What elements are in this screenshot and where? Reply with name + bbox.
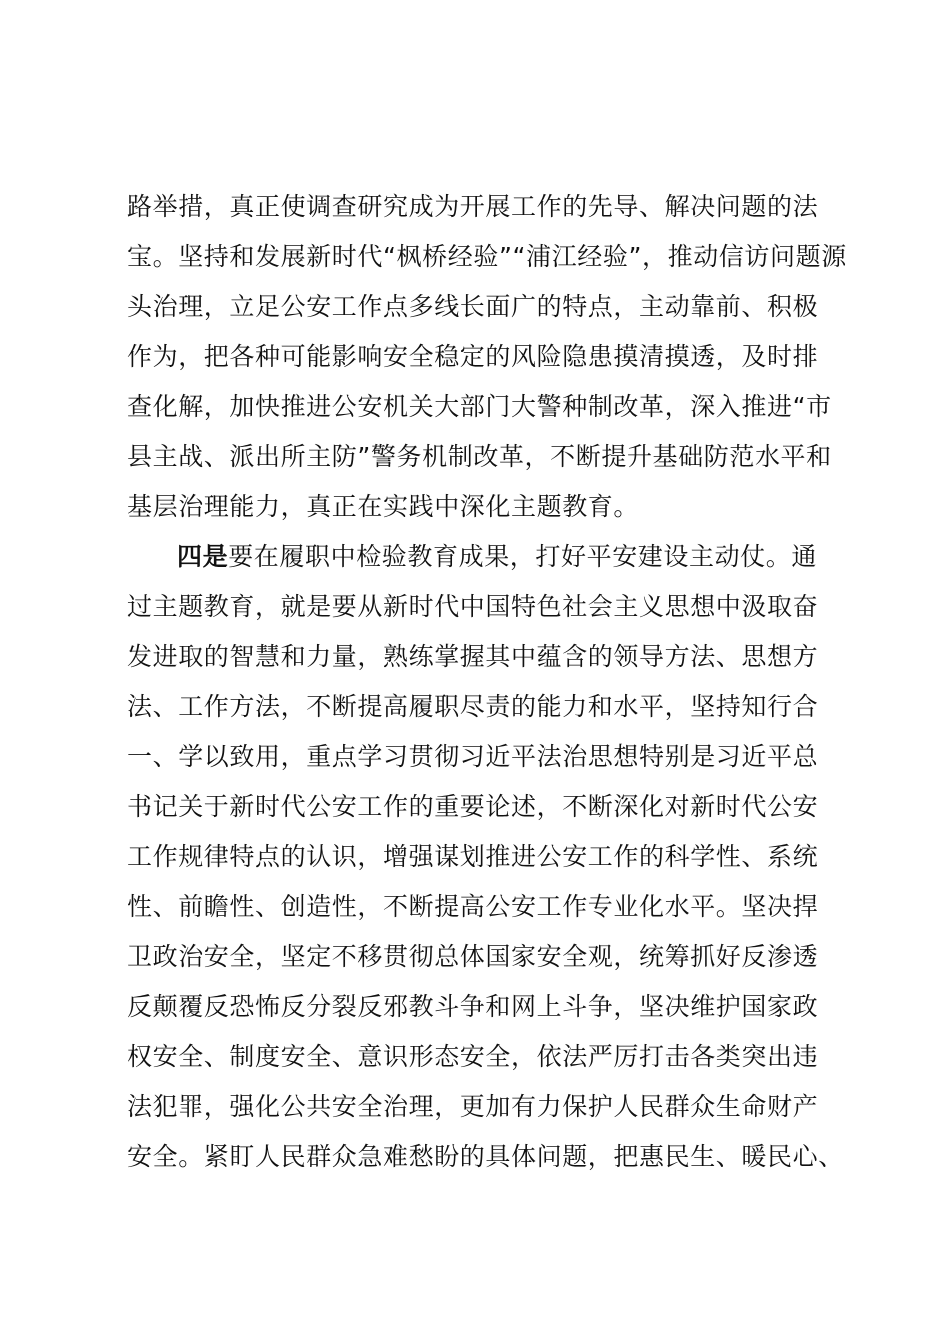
text-line: 头治理，立足公安工作点多线长面广的特点，主动靠前、积极 <box>127 292 819 321</box>
paragraph-1 <box>127 182 847 532</box>
text-line: 法、工作方法，不断提高履职尽责的能力和水平，坚持知行合 <box>127 692 819 721</box>
section-lead-label: 四是 <box>177 542 229 571</box>
text-line: 一、学以致用，重点学习贯彻习近平法治思想特别是习近平总 <box>127 742 819 771</box>
text-line: 作为，把各种可能影响安全稳定的风险隐患摸清摸透，及时排 <box>127 342 819 371</box>
text-line: 权安全、制度安全、意识形态安全，依法严厉打击各类突出违 <box>127 1042 819 1071</box>
text-line: 过主题教育，就是要从新时代中国特色社会主义思想中汲取奋 <box>127 592 819 621</box>
text-line: 卫政治安全，坚定不移贯彻总体国家安全观，统筹抓好反渗透 <box>127 942 819 971</box>
text-line: 宝。坚持和发展新时代“枫桥经验”“浦江经验”，推动信访问题源 <box>127 242 847 271</box>
text-span: 要在履职中检验教育成果，打好平安建设主动仗。通 <box>228 542 818 571</box>
text-line: 法犯罪，强化公共安全治理，更加有力保护人民群众生命财产 <box>127 1092 819 1121</box>
body-text <box>127 182 847 1182</box>
text-line: 查化解，加快推进公安机关大部门大警种制改革，深入推进“市 <box>127 392 832 421</box>
text-line: 发进取的智慧和力量，熟练掌握其中蕴含的领导方法、思想方 <box>127 642 819 671</box>
paragraph-2-first-line <box>127 532 847 582</box>
text-line: 反颠覆反恐怖反分裂反邪教斗争和网上斗争，坚决维护国家政 <box>127 992 819 1021</box>
text-line: 基层治理能力，真正在实践中深化主题教育。 <box>127 492 640 521</box>
text-line: 安全。紧盯人民群众急难愁盼的具体问题，把惠民生、暖民心、 <box>127 1142 844 1171</box>
paragraph-2 <box>127 532 847 1182</box>
text-line: 书记关于新时代公安工作的重要论述，不断深化对新时代公安 <box>127 792 819 821</box>
text-line: 性、前瞻性、创造性，不断提高公安工作专业化水平。坚决捍 <box>127 892 819 921</box>
text-line: 路举措，真正使调查研究成为开展工作的先导、解决问题的法 <box>127 192 819 221</box>
text-line: 县主战、派出所主防”警务机制改革，不断提升基础防范水平和 <box>127 442 832 471</box>
text-line: 工作规律特点的认识，增强谋划推进公安工作的科学性、系统 <box>127 842 819 871</box>
